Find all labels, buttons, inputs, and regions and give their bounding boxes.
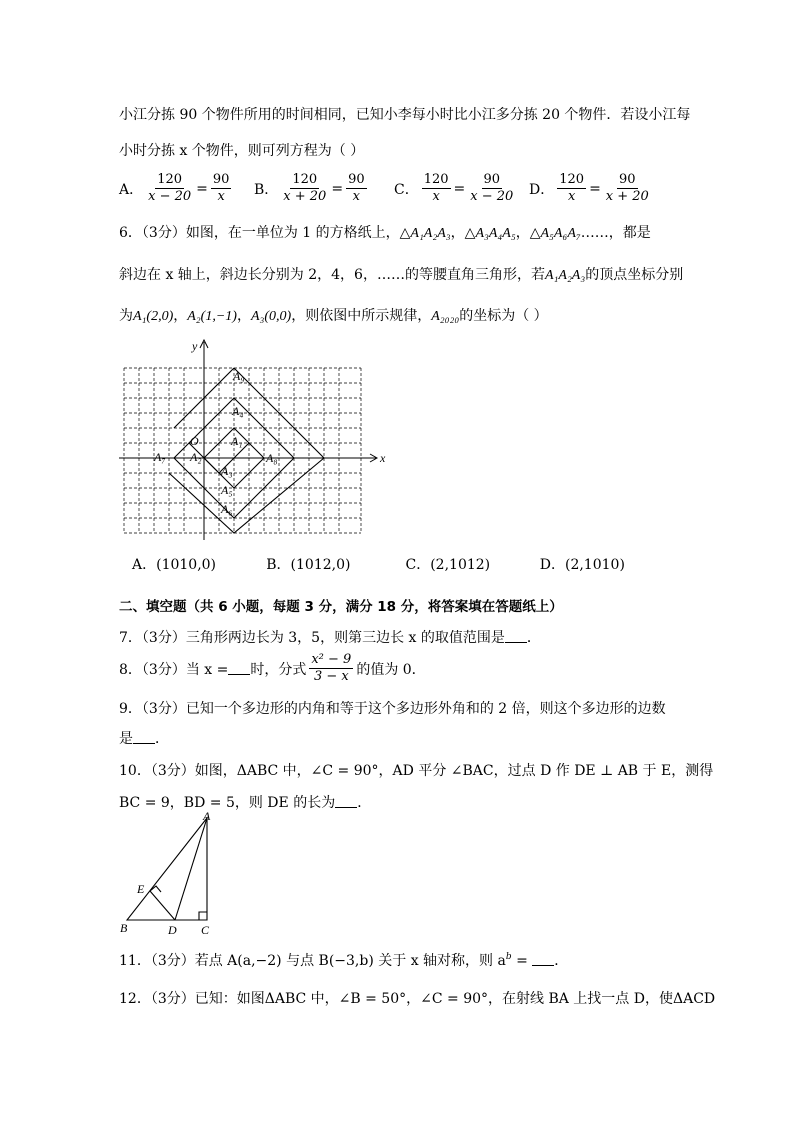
q5-line1: 小江分拣 90 个物件所用的时间相同，已知小李每小时比小江多分拣 20 个物件．若设小江每 [119, 107, 691, 123]
q9-line1: 9．（3分）已知一个多边形的内角和等于这个多边形外角和的 2 倍，则这个多边形的边数 [119, 701, 666, 717]
q5-option-b[interactable]: B． $\frac{120}{x + 20}$ = $\frac{90}{x}$ [254, 172, 365, 204]
svg-text:A₆: A₆ [221, 502, 233, 516]
svg-text:A₃: A₃ [221, 464, 233, 478]
svg-text:O: O [190, 434, 199, 448]
q6-option-b[interactable]: B．(1012,0) [266, 557, 351, 573]
q6-option-c[interactable]: C．(2,1012) [405, 557, 491, 573]
svg-text:x: x [380, 451, 386, 465]
q6-figure [114, 336, 394, 548]
segment-de [150, 891, 175, 920]
q6-option-d[interactable]: D．(2,1010) [539, 557, 625, 573]
q7: 7．（3分）三角形两边长为 3，5，则第三边长 x 的取值范围是 ． [119, 630, 541, 646]
q6-line3: 为A₁(2,0)，A₂(1,−1)，A₃(0,0)，则依图中所示规律，A₂₀₂₀的坐标为（ ） [119, 308, 548, 324]
q12-line1: 12．（3分）已知：如图ΔABC 中，∠B = 50°，∠C = 90°，在射线 BA 上找一点 D，使ΔACD [119, 991, 716, 1007]
q11: 11．（3分）若点 A(a,−2) 与点 B(−3,b) 关于 x 轴对称，则 $a^b$ = ． [119, 952, 569, 969]
svg-text:A₁: A₁ [231, 434, 243, 448]
svg-text:A₄: A₄ [232, 404, 244, 418]
svg-text:A₅: A₅ [221, 483, 233, 497]
svg-text:y: y [192, 339, 198, 353]
q5-option-a[interactable]: A． $\frac{120}{x - 20}$ = $\frac{90}{x}$ [119, 172, 230, 204]
svg-text:A₂: A₂ [190, 450, 202, 464]
q6-triangle-1: A₁A₂A₃ [410, 226, 451, 241]
q5-line2: 小时分拣 x 个物件，则可列方程为（ ） [119, 143, 365, 159]
q6-line1: 6．（3分）如图，在一单位为 1 的方格纸上，△A₁A₂A₃，△A₃A₄A₅，△A₅A₆A₇……，都是 [119, 225, 651, 241]
svg-text:A₈: A₈ [266, 451, 278, 465]
right-angle-c [199, 912, 207, 920]
svg-text:B: B [120, 921, 128, 935]
q10-figure [112, 810, 222, 935]
q7-answer-blank[interactable] [505, 630, 527, 643]
svg-text:E: E [137, 882, 145, 896]
q6-line2: 斜边在 x 轴上，斜边长分别为 2，4，6，……的等腰直角三角形，若A₁A₂A₃的顶点坐标分别 [119, 267, 684, 283]
q10-answer-blank[interactable] [335, 795, 357, 808]
q6-option-a[interactable]: A．(1010,0) [132, 557, 217, 573]
svg-text:A: A [203, 810, 211, 823]
q9-answer-blank[interactable] [133, 731, 155, 744]
q6-triangle-3: A₅A₆A₇ [540, 226, 581, 241]
q5-option-c[interactable]: C． $\frac{120}{x}$ = $\frac{90}{x - 20}$ [394, 172, 514, 204]
q9-line2: 是 ． [119, 731, 169, 747]
segment-ad [175, 818, 207, 920]
right-angle-e [150, 886, 161, 892]
svg-text:A₇: A₇ [154, 450, 166, 464]
q5-options [119, 172, 679, 205]
svg-text:A₉: A₉ [233, 369, 245, 383]
q11-answer-blank[interactable] [532, 953, 554, 966]
q6-figure-labels [153, 339, 386, 516]
q6-triangle-2: A₃A₄A₅ [475, 226, 516, 241]
q6-options [119, 554, 679, 574]
section-2-heading: 二、填空题（共 6 小题，每题 3 分，满分 18 分，将答案填在答题纸上） [119, 599, 563, 615]
q10-line2: BC = 9，BD = 5，则 DE 的长为 ． [119, 795, 372, 811]
svg-text:C: C [201, 923, 210, 935]
q5-option-d[interactable]: D． $\frac{120}{x}$ = $\frac{90}{x + 20}$ [529, 172, 649, 204]
q8-answer-blank[interactable] [228, 662, 250, 675]
q10-line1: 10．（3分）如图，ΔABC 中，∠C = 90°，AD 平分 ∠BAC，过点 D 作 DE ⊥ AB 于 E，测得 [119, 763, 714, 779]
triangle-abc [127, 818, 207, 920]
q8: 8．（3分）当 x = 时，分式 $\frac{\text{x² − 9}}{3 - x}$ 的值为 0． [119, 652, 426, 684]
svg-text:D: D [168, 923, 177, 935]
